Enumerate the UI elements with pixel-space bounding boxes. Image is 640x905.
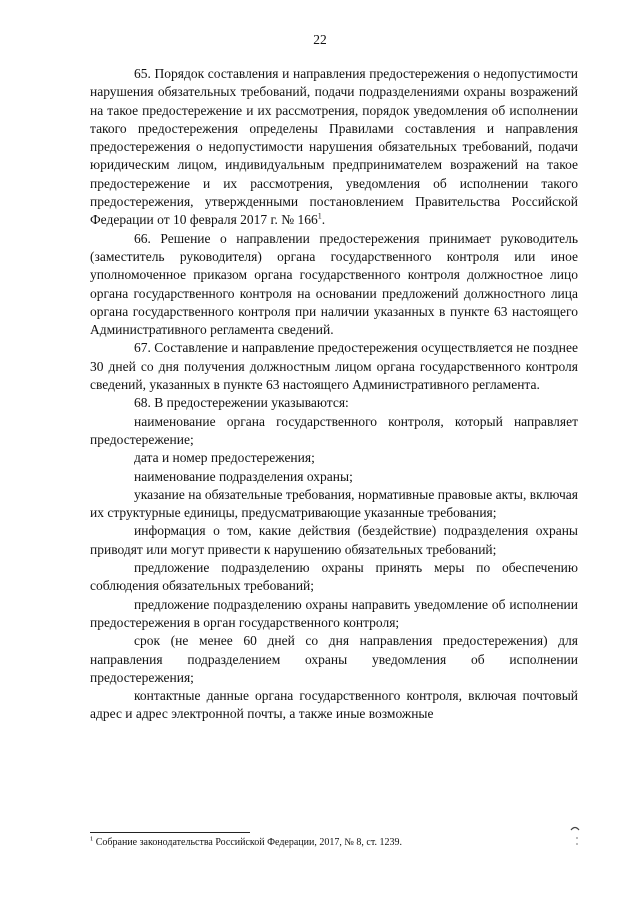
paragraph-68: 68. В предостережении указываются:	[134, 395, 349, 411]
list-item: предложение подразделению охраны направить уведомление об исполнении предостережения в орган государственного контроля;	[90, 596, 578, 630]
page-number: 22	[313, 32, 327, 47]
list-item: предложение подразделению охраны принять меры по обеспечению соблюдения обязательных требований;	[90, 560, 578, 594]
scan-artifact-icon	[568, 820, 582, 850]
list-item: информация о том, какие действия (бездействие) подразделения охраны приводят или могут привести к нарушению обязательных требований;	[90, 523, 578, 557]
footnote-mark: 1	[90, 835, 94, 843]
paragraph-66: 66. Решение о направлении предостережения принимает руководитель (заместитель руководителя) органа государственного контроля или иное уполномоченное приказом органа государственного контроля должностное лицо органа государственного контроля на основании предложений должностного лица органа государственного контроля при наличии указанных в пункте 63 настоящего Административного регламента сведений.	[90, 230, 578, 338]
paragraph-65: 65. Порядок составления и направления предостережения о недопустимости нарушения обязательных требований, подачи подразделениями охраны возражений на такое предостережение и их рассмотрения, порядок уведомления об исполнении такого предостережения определены Правилами составления и направления предостережения о недопустимости нарушения обязательных требований, подачи юридическим лицом, индивидуальным предпринимателем возражений на такое предостережение и их рассмотрения, уведомления об исполнении такого предостережения, утвержденными постановлением Правительства Российской Федерации от 10 февраля 2017 г. № 166$^1$.	[90, 66, 578, 228]
list-item: дата и номер предостережения;	[134, 450, 315, 466]
footnote-reference: 1	[317, 211, 322, 221]
list-item: контактные данные органа государственного контроля, включая почтовый адрес и адрес электронной почты, а также иные возможные	[90, 688, 578, 722]
list-item: наименование органа государственного контроля, который направляет предостережение;	[90, 413, 578, 447]
list-item: указание на обязательные требования, нормативные правовые акты, включая их структурные единицы, предусматривающие указанные требования;	[90, 486, 578, 521]
paragraph-67: 67. Составление и направление предостережения осуществляется не позднее 30 дней со дня получения должностным лицом органа государственного контроля сведений, указанных в пункте 63 настоящего Административного регламента.	[90, 340, 578, 393]
footnote-divider	[90, 832, 250, 833]
document-body	[90, 65, 578, 724]
list-item: наименование подразделения охраны;	[134, 468, 353, 484]
footnote	[90, 836, 578, 849]
footnote-text: Собрание законодательства Российской Федерации, 2017, № 8, ст. 1239.	[93, 837, 402, 848]
list-item: срок (не менее 60 дней со дня направления предостережения) для направления подразделением охраны уведомления об исполнении предостережения;	[90, 633, 578, 685]
